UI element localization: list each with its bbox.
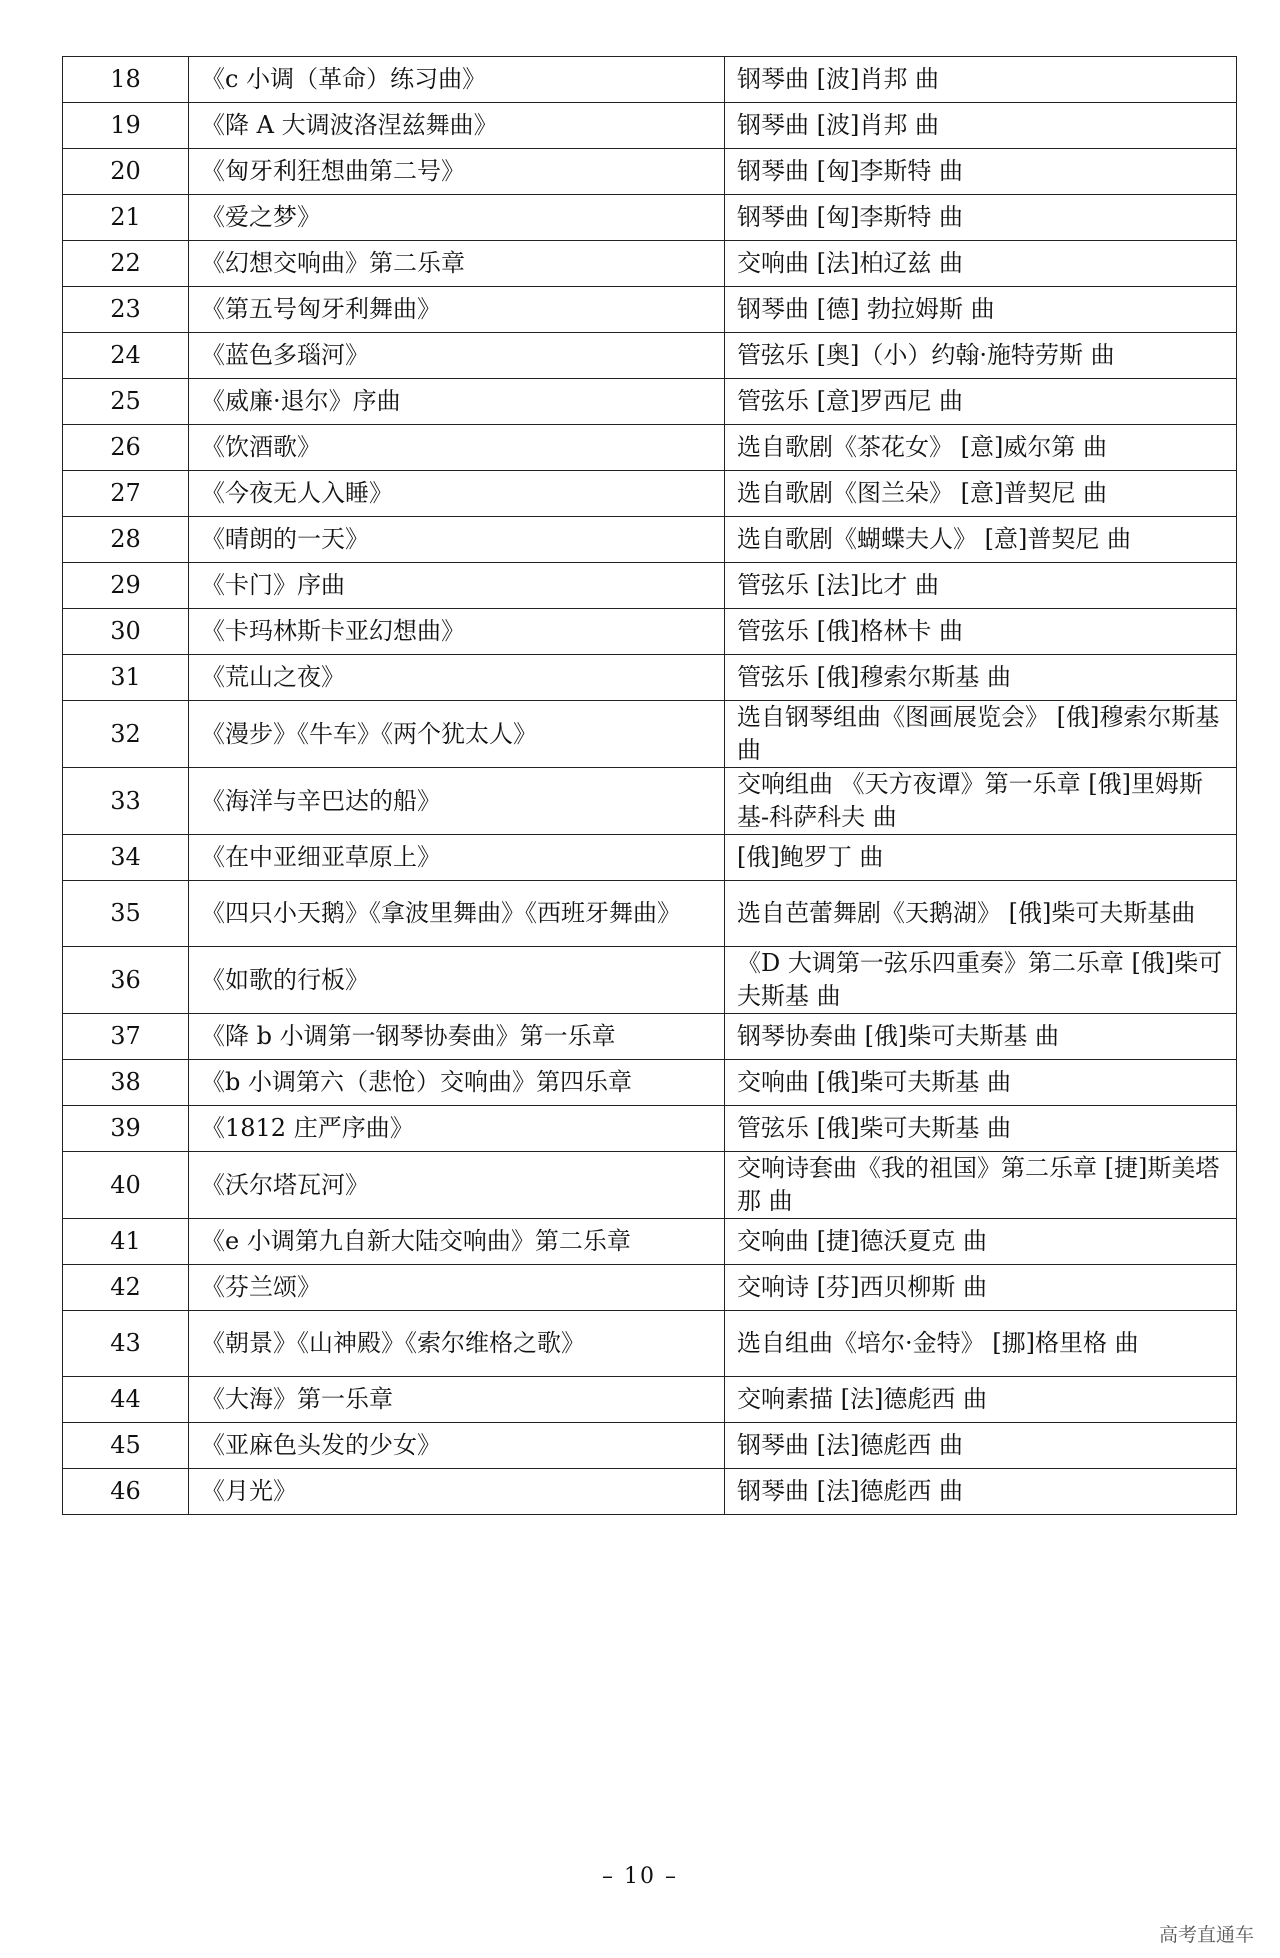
table-row (63, 195, 1237, 241)
work-description: 交响素描 [法]德彪西 曲 (725, 1377, 1237, 1423)
work-description: 钢琴曲 [波]肖邦 曲 (725, 103, 1237, 149)
work-title: 《漫步》《牛车》《两个犹太人》 (189, 701, 725, 768)
row-number: 38 (63, 1060, 189, 1106)
work-description: 交响诗套曲《我的祖国》第二乐章 [捷]斯美塔那 曲 (725, 1152, 1237, 1219)
table-row (63, 103, 1237, 149)
row-number: 33 (63, 768, 189, 835)
work-title: 《芬兰颂》 (189, 1265, 725, 1311)
row-number: 31 (63, 655, 189, 701)
row-number: 35 (63, 881, 189, 947)
row-number: 43 (63, 1311, 189, 1377)
table-row (63, 1219, 1237, 1265)
work-title: 《c 小调（革命）练习曲》 (189, 57, 725, 103)
work-description: 管弦乐 [俄]柴可夫斯基 曲 (725, 1106, 1237, 1152)
table-row (63, 835, 1237, 881)
work-description: 选自组曲《培尔·金特》 [挪]格里格 曲 (725, 1311, 1237, 1377)
table-row (63, 609, 1237, 655)
table-row (63, 379, 1237, 425)
music-works-table (62, 56, 1237, 1515)
work-title: 《如歌的行板》 (189, 947, 725, 1014)
work-title: 《匈牙利狂想曲第二号》 (189, 149, 725, 195)
work-title: 《荒山之夜》 (189, 655, 725, 701)
work-description: 钢琴曲 [匈]李斯特 曲 (725, 195, 1237, 241)
row-number: 37 (63, 1014, 189, 1060)
work-description: 钢琴曲 [法]德彪西 曲 (725, 1469, 1237, 1515)
row-number: 40 (63, 1152, 189, 1219)
table-row (63, 1014, 1237, 1060)
table-row (63, 1423, 1237, 1469)
table-row (63, 881, 1237, 947)
work-description: 选自歌剧《茶花女》 [意]威尔第 曲 (725, 425, 1237, 471)
table-row (63, 1152, 1237, 1219)
work-description: 选自钢琴组曲《图画展览会》 [俄]穆索尔斯基 曲 (725, 701, 1237, 768)
row-number: 18 (63, 57, 189, 103)
table-row (63, 149, 1237, 195)
table-row (63, 768, 1237, 835)
work-description: 选自歌剧《蝴蝶夫人》 [意]普契尼 曲 (725, 517, 1237, 563)
table-row (63, 947, 1237, 1014)
work-description: 管弦乐 [意]罗西尼 曲 (725, 379, 1237, 425)
table-row (63, 701, 1237, 768)
work-title: 《晴朗的一天》 (189, 517, 725, 563)
table-row (63, 563, 1237, 609)
table-row (63, 333, 1237, 379)
row-number: 39 (63, 1106, 189, 1152)
work-title: 《海洋与辛巴达的船》 (189, 768, 725, 835)
work-description: 选自歌剧《图兰朵》 [意]普契尼 曲 (725, 471, 1237, 517)
table-row (63, 1106, 1237, 1152)
work-description: 《D 大调第一弦乐四重奏》第二乐章 [俄]柴可夫斯基 曲 (725, 947, 1237, 1014)
work-title: 《威廉·退尔》序曲 (189, 379, 725, 425)
table-row (63, 241, 1237, 287)
table-row (63, 425, 1237, 471)
row-number: 26 (63, 425, 189, 471)
row-number: 46 (63, 1469, 189, 1515)
work-description: [俄]鲍罗丁 曲 (725, 835, 1237, 881)
table-row (63, 517, 1237, 563)
work-title: 《卡玛林斯卡亚幻想曲》 (189, 609, 725, 655)
work-title: 《第五号匈牙利舞曲》 (189, 287, 725, 333)
table-row (63, 1311, 1237, 1377)
row-number: 29 (63, 563, 189, 609)
row-number: 25 (63, 379, 189, 425)
work-title: 《四只小天鹅》《拿波里舞曲》《西班牙舞曲》 (189, 881, 725, 947)
table-row (63, 655, 1237, 701)
row-number: 34 (63, 835, 189, 881)
work-title: 《蓝色多瑙河》 (189, 333, 725, 379)
row-number: 20 (63, 149, 189, 195)
work-description: 管弦乐 [法]比才 曲 (725, 563, 1237, 609)
row-number: 32 (63, 701, 189, 768)
work-description: 交响曲 [俄]柴可夫斯基 曲 (725, 1060, 1237, 1106)
work-title: 《b 小调第六（悲怆）交响曲》第四乐章 (189, 1060, 725, 1106)
work-description: 交响曲 [法]柏辽兹 曲 (725, 241, 1237, 287)
row-number: 41 (63, 1219, 189, 1265)
row-number: 45 (63, 1423, 189, 1469)
row-number: 19 (63, 103, 189, 149)
work-description: 钢琴曲 [德] 勃拉姆斯 曲 (725, 287, 1237, 333)
work-description: 交响组曲 《天方夜谭》第一乐章 [俄]里姆斯基-科萨科夫 曲 (725, 768, 1237, 835)
work-title: 《e 小调第九自新大陆交响曲》第二乐章 (189, 1219, 725, 1265)
work-title: 《降 b 小调第一钢琴协奏曲》第一乐章 (189, 1014, 725, 1060)
table-row (63, 1265, 1237, 1311)
row-number: 27 (63, 471, 189, 517)
row-number: 23 (63, 287, 189, 333)
row-number: 24 (63, 333, 189, 379)
table-body (63, 57, 1237, 1515)
work-title: 《朝景》《山神殿》《索尔维格之歌》 (189, 1311, 725, 1377)
page-number: – 10 – (602, 1864, 678, 1889)
watermark-text: 高考直通车 (1158, 1924, 1254, 1946)
row-number: 44 (63, 1377, 189, 1423)
table-row (63, 471, 1237, 517)
table-row (63, 1377, 1237, 1423)
table-row (63, 287, 1237, 333)
work-title: 《幻想交响曲》第二乐章 (189, 241, 725, 287)
table-row (63, 57, 1237, 103)
row-number: 42 (63, 1265, 189, 1311)
work-title: 《亚麻色头发的少女》 (189, 1423, 725, 1469)
table-row (63, 1469, 1237, 1515)
work-title: 《沃尔塔瓦河》 (189, 1152, 725, 1219)
work-description: 管弦乐 [俄]格林卡 曲 (725, 609, 1237, 655)
work-description: 钢琴协奏曲 [俄]柴可夫斯基 曲 (725, 1014, 1237, 1060)
work-title: 《月光》 (189, 1469, 725, 1515)
row-number: 22 (63, 241, 189, 287)
work-title: 《降 A 大调波洛涅兹舞曲》 (189, 103, 725, 149)
work-description: 交响诗 [芬]西贝柳斯 曲 (725, 1265, 1237, 1311)
work-description: 选自芭蕾舞剧《天鹅湖》 [俄]柴可夫斯基曲 (725, 881, 1237, 947)
work-title: 《在中亚细亚草原上》 (189, 835, 725, 881)
work-title: 《1812 庄严序曲》 (189, 1106, 725, 1152)
work-description: 交响曲 [捷]德沃夏克 曲 (725, 1219, 1237, 1265)
row-number: 28 (63, 517, 189, 563)
work-title: 《今夜无人入睡》 (189, 471, 725, 517)
row-number: 36 (63, 947, 189, 1014)
row-number: 21 (63, 195, 189, 241)
work-title: 《爱之梦》 (189, 195, 725, 241)
work-title: 《饮酒歌》 (189, 425, 725, 471)
work-description: 钢琴曲 [波]肖邦 曲 (725, 57, 1237, 103)
work-description: 管弦乐 [俄]穆索尔斯基 曲 (725, 655, 1237, 701)
work-title: 《大海》第一乐章 (189, 1377, 725, 1423)
work-description: 管弦乐 [奥]（小）约翰·施特劳斯 曲 (725, 333, 1237, 379)
row-number: 30 (63, 609, 189, 655)
work-title: 《卡门》序曲 (189, 563, 725, 609)
work-description: 钢琴曲 [法]德彪西 曲 (725, 1423, 1237, 1469)
table-row (63, 1060, 1237, 1106)
work-description: 钢琴曲 [匈]李斯特 曲 (725, 149, 1237, 195)
